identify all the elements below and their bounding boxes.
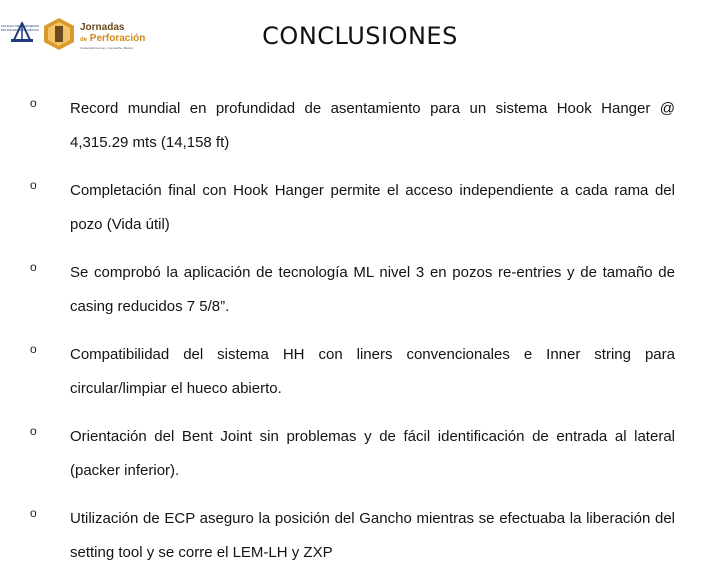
bullet-icon: o: [30, 260, 37, 274]
list-item-text: Completación final con Hook Hanger permite el acceso independiente a cada rama del pozo (Vida útil): [70, 182, 675, 233]
event-logo-prefix: de: [80, 37, 88, 43]
page-title: CONCLUSIONES: [262, 22, 458, 50]
event-logo-line2: Perforación: [89, 33, 146, 44]
list-item: [30, 338, 675, 406]
bullet-icon: o: [30, 342, 37, 356]
list-item: [30, 420, 675, 488]
list-item-text: Orientación del Bent Joint sin problemas y de fácil identificación de entrada al lateral (packer inferior).: [70, 428, 675, 479]
event-logo-line1: Jornadas: [80, 22, 125, 33]
list-item: [30, 92, 675, 160]
event-logo-subtitle: Ciudad del Carmen, Campeche, México: [80, 46, 134, 50]
logo-caption: COLEGIO DE INGENIEROS PETROLEROS DE MÉXICO: [0, 24, 40, 32]
bullet-icon: o: [30, 424, 37, 438]
list-item-text: Compatibilidad del sistema HH con liners convencionales e Inner string para circular/limpiar el hueco abierto.: [70, 346, 675, 397]
list-item-text: Se comprobó la aplicación de tecnología ML nivel 3 en pozos re-entries y de tamaño de casing reducidos 7 5/8”.: [70, 264, 675, 315]
event-logo-title: [80, 22, 145, 46]
list-item-text: Utilización de ECP aseguro la posición del Gancho mientras se efectuaba la liberación del setting tool y se corre el LEM-LH y ZXP: [70, 510, 675, 561]
bullet-icon: o: [30, 96, 37, 110]
list-item: [30, 502, 675, 570]
slide-header: [0, 0, 720, 70]
list-item-text: Record mundial en profundidad de asentamiento para un sistema Hook Hanger @ 4,315.29 mts (14,158 ft): [70, 100, 675, 151]
bullet-icon: o: [30, 178, 37, 192]
list-item: [30, 174, 675, 242]
list-item: [30, 256, 675, 324]
jornadas-logo-icon: [44, 18, 74, 50]
bullet-icon: o: [30, 506, 37, 520]
conclusions-list: [30, 92, 675, 584]
